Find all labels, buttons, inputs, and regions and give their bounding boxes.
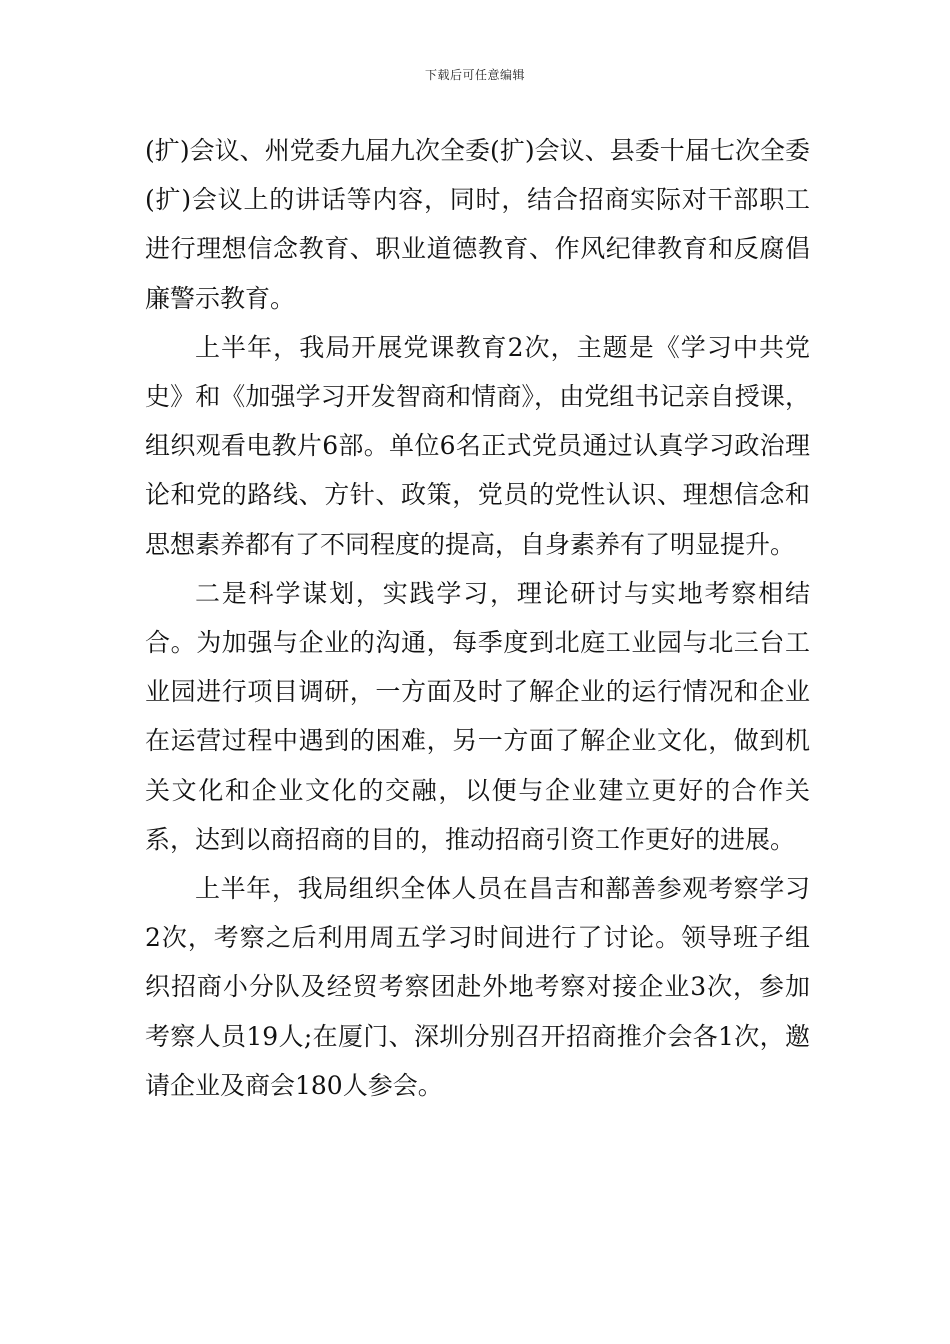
document-body	[145, 126, 810, 1110]
page-header-note: 下载后可任意编辑	[424, 68, 525, 82]
paragraph-3: 二是科学谋划，实践学习，理论研讨与实地考察相结合。为加强与企业的沟通，每季度到北庭工业园与北三台工业园进行项目调研，一方面及时了解企业的运行情况和企业在运营过程中遇到的困难，另一方面了解企业文化，做到机关文化和企业文化的交融，以便与企业建立更好的合作关系，达到以商招商的目的，推动招商引资工作更好的进展。	[145, 578, 810, 854]
paragraph-4: 上半年，我局组织全体人员在昌吉和鄯善参观考察学习2次，考察之后利用周五学习时间进行了讨论。领导班子组织招商小分队及经贸考察团赴外地考察对接企业3次，参加考察人员19人;在厦门、深圳分别召开招商推介会各1次，邀请企业及商会180人参会。	[145, 874, 810, 1100]
paragraph-1: (扩)会议、州党委九届九次全委(扩)会议、县委十届七次全委(扩)会议上的讲话等内容，同时，结合招商实际对干部职工进行理想信念教育、职业道德教育、作风纪律教育和反腐倡廉警示教育。	[145, 136, 810, 313]
paragraph-2: 上半年，我局开展党课教育2次，主题是《学习中共党史》和《加强学习开发智商和情商》，由党组书记亲自授课，组织观看电教片6部。单位6名正式党员通过认真学习政治理论和党的路线、方针、政策，党员的党性认识、理想信念和思想素养都有了不同程度的提高，自身素养有了明显提升。	[145, 332, 810, 559]
